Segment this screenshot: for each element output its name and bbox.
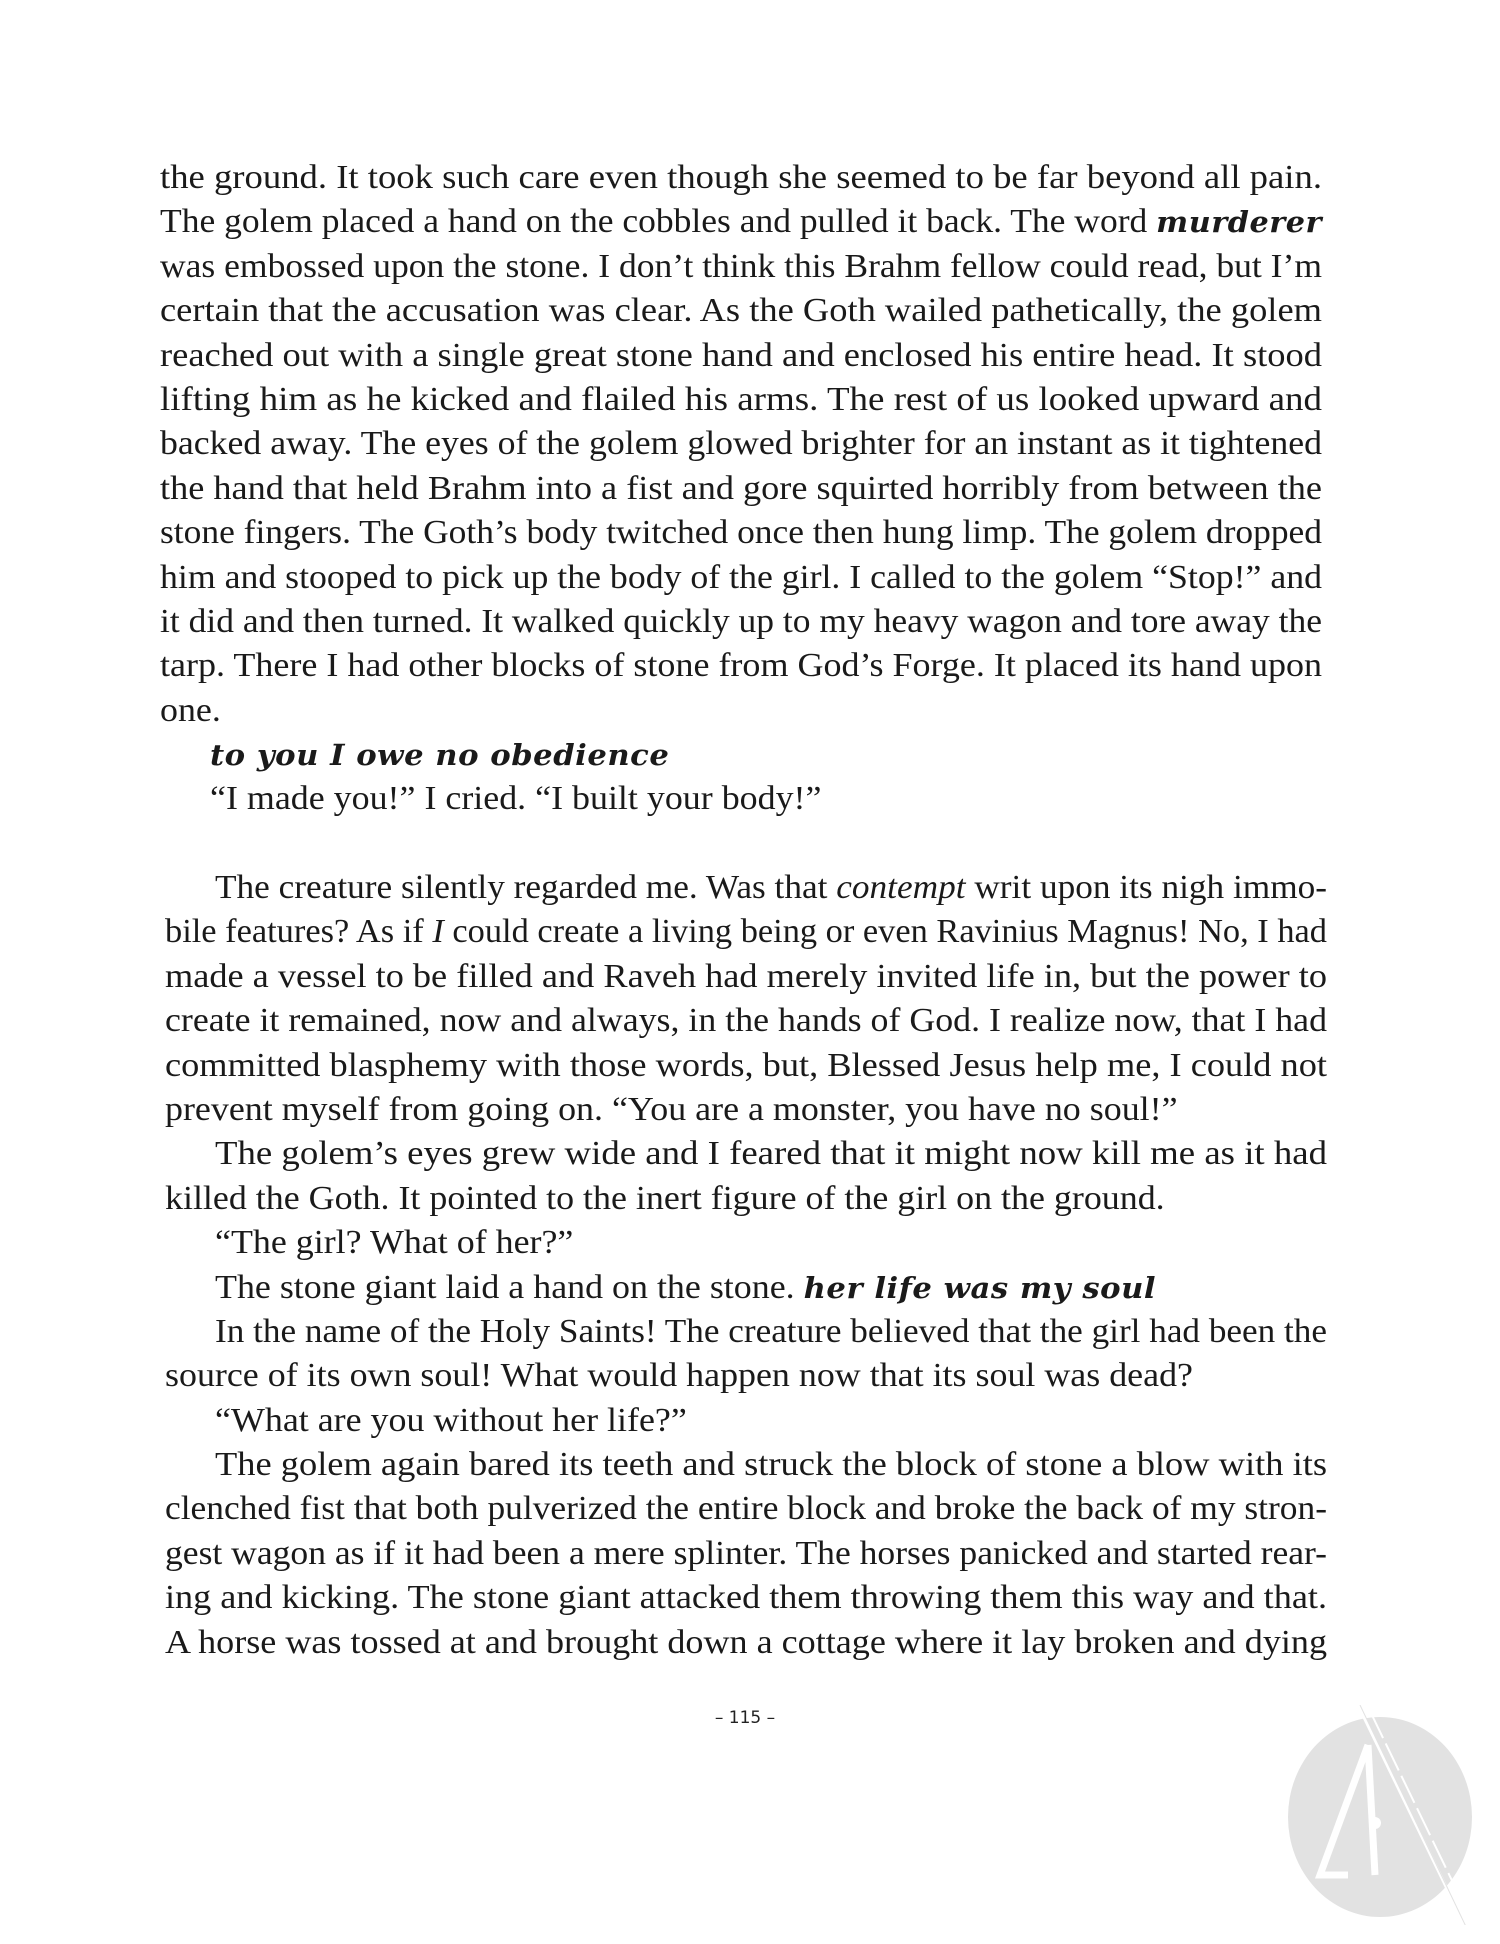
text-line [160,511,1322,555]
text-line [165,1044,1327,1088]
text-line [160,777,1322,821]
text-line-content [160,467,1322,511]
text-run: him and stooped to pick up the body of the girl. I called to the golem “Stop!” and [160,558,1322,596]
text-run: In the name of the Holy Saints! The creature believed that the girl had been the [215,1312,1327,1350]
text-line-content [160,511,1322,555]
text-line [165,1310,1327,1354]
text-line [160,378,1322,422]
text-run: stone fingers. The Goth’s body twitched once then hung limp. The golem dropped [160,514,1322,552]
text-line [160,245,1322,289]
text-line-content [160,422,1322,466]
text-run: backed away. The eyes of the golem glowed brighter for an instant as it tightened [160,425,1322,463]
text-line-content [165,1532,1327,1576]
text-run: The stone giant laid a hand on the stone. [215,1268,804,1306]
text-run: was embossed upon the stone. I don’t think this Brahm fellow could read, but I’m [160,247,1322,285]
text-line-content [160,289,1322,333]
text-line-content [215,1221,573,1265]
page-number: – 115 – [714,1708,776,1728]
text-line [160,644,1322,688]
text-line-content [215,1399,687,1443]
emphasis-italic: contempt [836,869,966,906]
text-line [165,1354,1327,1398]
text-line [160,467,1322,511]
text-line [165,866,1327,910]
emphasis-bold-italic: to you I owe no obedience [210,738,670,773]
text-line-content [215,1266,1156,1310]
text-line [165,999,1327,1043]
text-run: could create a living being or even Ravinius Magnus! No, I had [443,913,1328,951]
text-run: tarp. There I had other blocks of stone from God’s Forge. It placed its hand upon [160,647,1322,685]
logo-dot [1369,1817,1381,1829]
text-run: ing and kicking. The stone giant attacked them throwing them this way and that. [165,1579,1327,1617]
text-line [165,1088,1327,1132]
text-run: killed the Goth. It pointed to the inert figure of the girl on the ground. [165,1179,1165,1217]
text-line-content [165,1354,1193,1398]
text-run: “I made you!” I cried. “I built your body!” [210,780,822,818]
text-line-content [210,733,669,777]
publisher-logo-watermark-icon [1280,1705,1480,1925]
text-line-content [165,910,1327,954]
text-line [160,600,1322,644]
text-line-content [160,556,1322,600]
text-line-content [165,1487,1327,1531]
text-run: create it remained, now and always, in the hands of God. I realize now, that I had [165,1002,1327,1040]
text-line [160,422,1322,466]
text-line-content [160,200,1322,244]
text-run: The creature silently regarded me. Was that [215,869,837,906]
text-run: The golem’s eyes grew wide and I feared that it might now kill me as it had [215,1135,1327,1173]
text-line [165,1132,1327,1176]
text-run: it did and then turned. It walked quickly up to my heavy wagon and tore away the [160,602,1322,640]
text-line-content [165,1576,1327,1620]
text-run: prevent myself from going on. “You are a monster, you have no soul!” [165,1090,1178,1128]
text-line [165,1532,1327,1576]
text-line [165,1487,1327,1531]
emphasis-italic: I [432,913,444,951]
text-line-content [160,378,1322,422]
text-line [165,955,1327,999]
text-run: committed blasphemy with those words, but, Blessed Jesus help me, I could not [165,1046,1327,1084]
text-line [165,1177,1327,1221]
text-run: source of its own soul! What would happen now that its soul was dead? [165,1357,1193,1395]
text-line [165,1621,1327,1665]
text-line-content [160,245,1322,289]
text-line [160,733,1322,777]
text-line-content [160,689,221,733]
text-line-content [215,1443,1327,1487]
text-run: A horse was tossed at and brought down a cottage where it lay broken and dying [165,1623,1327,1661]
text-run: bile features? As if [165,913,433,951]
text-run: lifting him as he kicked and flailed his arms. The rest of us looked upward and [160,380,1322,418]
text-line-content [215,866,1327,910]
text-line [165,1399,1327,1443]
text-line [165,1576,1327,1620]
text-line-content [215,1310,1327,1354]
text-run: the hand that held Brahm into a fist and gore squirted horribly from between the [160,469,1322,507]
text-line-content [165,1088,1178,1132]
text-run: “What are you without her life?” [215,1401,687,1439]
text-line-content [165,955,1327,999]
text-line [165,1443,1327,1487]
text-line-content [165,1177,1165,1221]
text-line [165,1221,1327,1265]
text-line-content [210,777,821,821]
text-run: one. [160,691,221,729]
text-run: The golem again bared its teeth and struck the block of stone a blow with its [215,1446,1327,1484]
text-line [160,556,1322,600]
text-line [165,910,1327,954]
text-line [160,156,1322,200]
emphasis-bold-italic: her life was my soul [803,1270,1157,1305]
text-line-content [160,334,1322,378]
text-line [160,689,1322,733]
text-run: made a vessel to be filled and Raveh had merely invited life in, but the power to [165,957,1327,995]
text-block-2 [165,866,1327,1665]
text-line-content [165,1621,1327,1665]
text-run: gest wagon as if it had been a mere splinter. The horses panicked and started rear- [165,1534,1327,1572]
text-line-content [165,1044,1327,1088]
emphasis-bold-italic: murderer [1156,205,1322,240]
text-line-content [160,156,1322,200]
text-run: The golem placed a hand on the cobbles and pulled it back. The word [160,203,1157,241]
text-run: reached out with a single great stone hand and enclosed his entire head. It stood [160,336,1322,374]
text-run: clenched fist that both pulverized the entire block and broke the back of my stron- [165,1490,1327,1528]
text-line [160,289,1322,333]
text-run: “The girl? What of her?” [215,1224,574,1262]
text-run: the ground. It took such care even though she seemed to be far beyond all pain. [160,159,1322,196]
text-line-content [215,1132,1327,1176]
text-line [160,200,1322,244]
text-line-content [160,644,1322,688]
text-line [160,334,1322,378]
text-line [165,1266,1327,1310]
text-run: writ upon its nigh immo- [965,869,1327,906]
text-line-content [160,600,1322,644]
text-block-1 [160,156,1322,822]
text-run: certain that the accusation was clear. As the Goth wailed pathetically, the golem [160,292,1322,330]
text-line-content [165,999,1327,1043]
